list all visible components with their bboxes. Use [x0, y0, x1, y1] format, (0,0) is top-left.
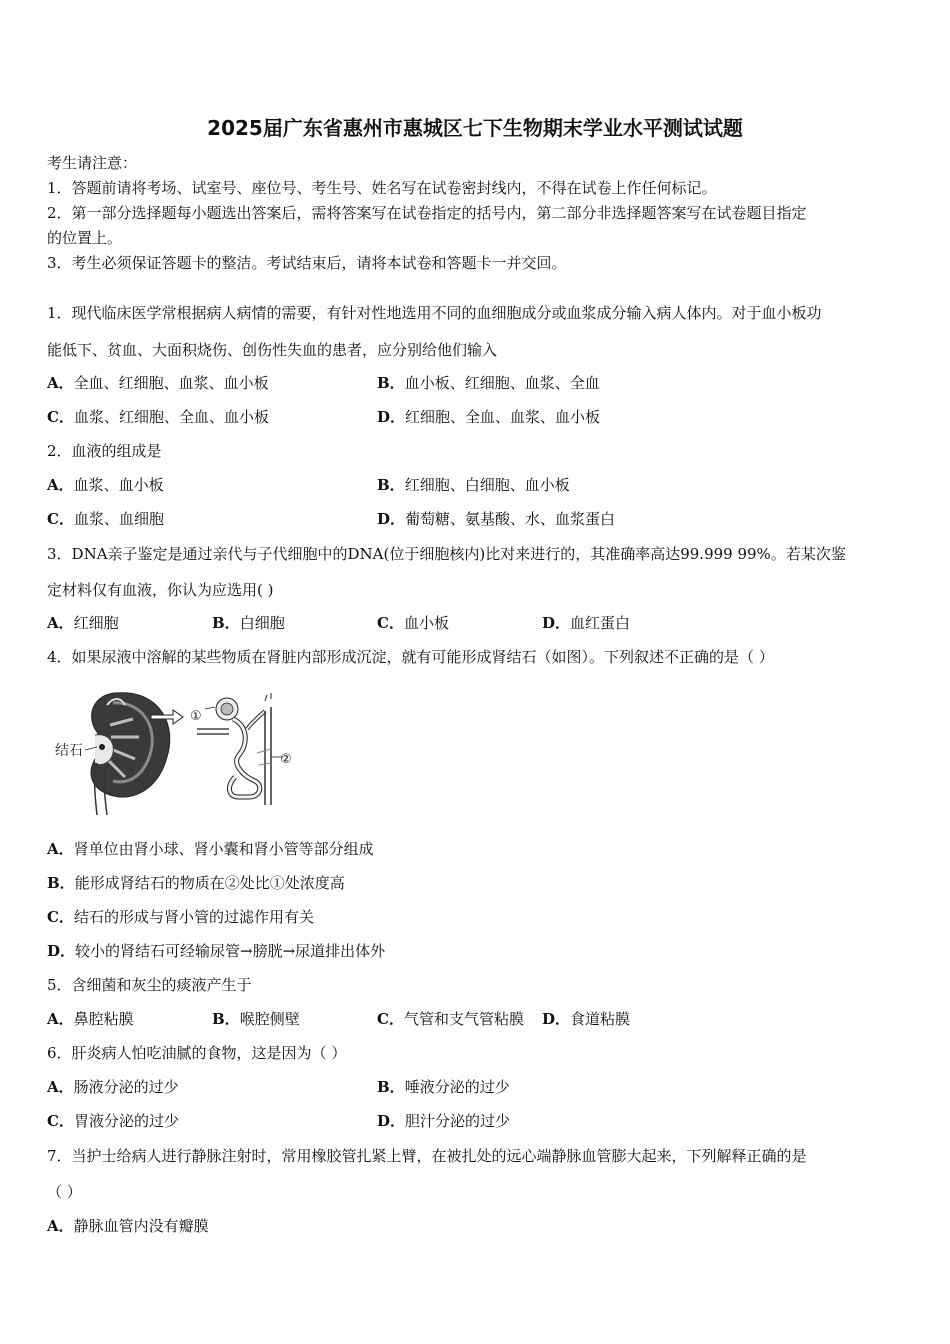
option-a[interactable]: A．肠液分泌的过少	[47, 1078, 179, 1096]
option-c[interactable]: C．胃液分泌的过少	[47, 1112, 179, 1130]
option-c[interactable]: C．血小板	[377, 614, 449, 632]
option-c[interactable]: C．血浆、血细胞	[47, 510, 164, 528]
question-1-stem: 1．现代临床医学常根据病人病情的需要，有针对性地选用不同的血细胞成分或血浆成分输入病人体内。对于血小板功	[47, 304, 822, 322]
option-c[interactable]: C．气管和支气管粘膜	[377, 1010, 524, 1028]
question-3-stem: 3．DNA亲子鉴定是通过亲代与子代细胞中的DNA(位于细胞核内)比对来进行的，其准确率高达99.999 99%。若某次鉴	[47, 545, 846, 563]
option-b[interactable]: B．能形成肾结石的物质在②处比①处浓度高	[47, 874, 345, 892]
option-d[interactable]: D．食道粘膜	[542, 1010, 631, 1028]
figure-label-stone: 结石	[55, 742, 83, 758]
option-a[interactable]: A．全血、红细胞、血浆、血小板	[47, 374, 269, 392]
notice-item: 3．考生必须保证答题卡的整洁。考试结束后，请将本试卷和答题卡一并交回。	[47, 254, 567, 272]
option-b[interactable]: B．唾液分泌的过少	[377, 1078, 510, 1096]
notice-heading: 考生请注意：	[47, 154, 138, 172]
question-2-stem: 2．血液的组成是	[47, 442, 162, 460]
figure-label-2: ②	[280, 752, 292, 767]
nephron-illustration	[197, 693, 283, 805]
notice-item: 的位置上。	[47, 229, 123, 247]
page-title: 2025届广东省惠州市惠城区七下生物期末学业水平测试试题	[207, 116, 743, 140]
option-d[interactable]: D．血红蛋白	[542, 614, 631, 632]
option-d[interactable]: D．胆汁分泌的过少	[377, 1112, 511, 1130]
question-6-stem: 6．肝炎病人怕吃油腻的食物，这是因为（ ）	[47, 1044, 347, 1062]
option-a[interactable]: A．鼻腔粘膜	[47, 1010, 134, 1028]
notice-item: 2．第一部分选择题每小题选出答案后，需将答案写在试卷指定的括号内，第二部分非选择题答案写在试卷题目指定	[47, 204, 807, 222]
option-a[interactable]: A．静脉血管内没有瓣膜	[47, 1217, 209, 1235]
option-b[interactable]: B．喉腔侧壁	[212, 1010, 300, 1028]
option-a[interactable]: A．血浆、血小板	[47, 476, 164, 494]
question-7-stem: （ ）	[47, 1183, 82, 1201]
option-b[interactable]: B．红细胞、白细胞、血小板	[377, 476, 570, 494]
figure-label-1: ①	[190, 709, 202, 724]
question-5-stem: 5．含细菌和灰尘的痰液产生于	[47, 976, 252, 994]
kidney-nephron-figure	[55, 685, 300, 815]
question-3-stem: 定材料仅有血液，你认为应选用( )	[47, 581, 274, 599]
option-b[interactable]: B．白细胞	[212, 614, 285, 632]
option-b[interactable]: B．血小板、红细胞、血浆、全血	[377, 374, 600, 392]
notice-item: 1．答题前请将考场、试室号、座位号、考生号、姓名写在试卷密封线内，不得在试卷上作任何标记。	[47, 179, 717, 197]
option-c[interactable]: C．结石的形成与肾小管的过滤作用有关	[47, 908, 314, 926]
option-d[interactable]: D．葡萄糖、氨基酸、水、血浆蛋白	[377, 510, 616, 528]
question-1-stem: 能低下、贫血、大面积烧伤、创伤性失血的患者，应分别给他们输入	[47, 341, 498, 359]
option-d[interactable]: D．较小的肾结石可经输尿管→膀胱→尿道排出体外	[47, 942, 386, 960]
option-d[interactable]: D．红细胞、全血、血浆、血小板	[377, 408, 601, 426]
option-c[interactable]: C．血浆、红细胞、全血、血小板	[47, 408, 269, 426]
question-7-stem: 7．当护士给病人进行静脉注射时，常用橡胶管扎紧上臂，在被扎处的远心端静脉血管膨大起来，下列解释正确的是	[47, 1147, 807, 1165]
kidney-illustration	[91, 693, 170, 815]
option-a[interactable]: A．红细胞	[47, 614, 119, 632]
question-4-stem: 4．如果尿液中溶解的某些物质在肾脏内部形成沉淀，就有可能形成肾结石（如图）。下列叙述不正确的是（ ）	[47, 648, 774, 666]
option-a[interactable]: A．肾单位由肾小球、肾小囊和肾小管等部分组成	[47, 840, 374, 858]
